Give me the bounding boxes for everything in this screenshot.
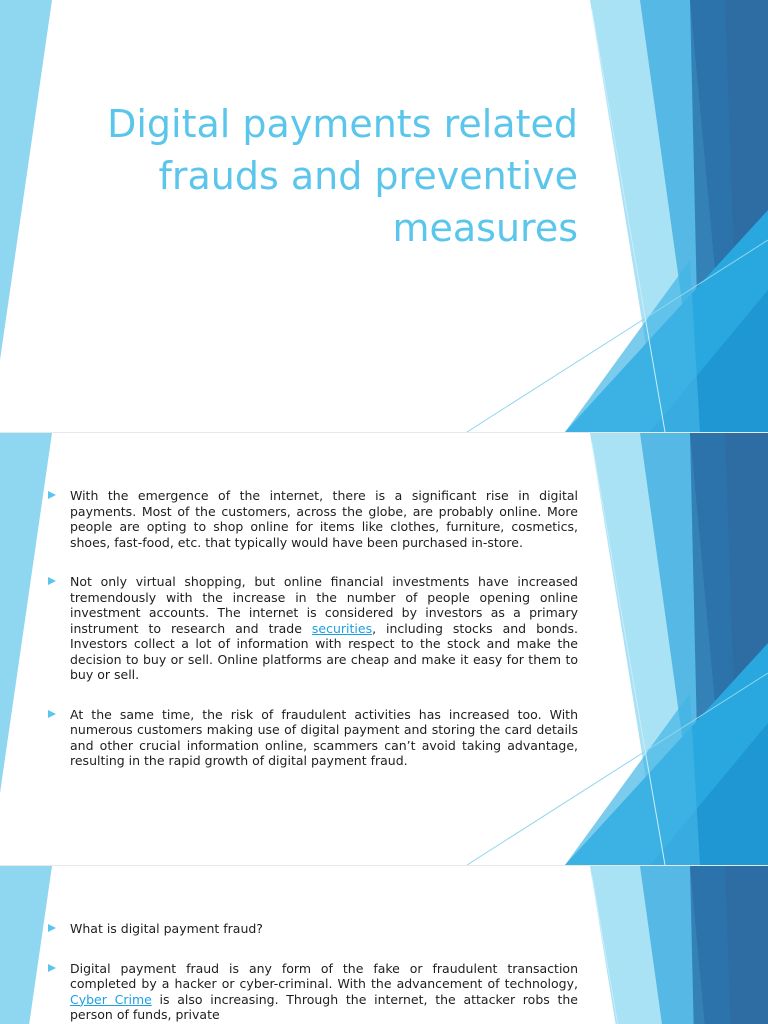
title-line-3: measures xyxy=(392,206,578,250)
bullet-arrow-icon xyxy=(48,577,56,585)
bullet-text: , including stocks and bonds. Investors collect a lot of information with respect to the stock and make the decision to buy or sell. Online platforms are cheap and make it easy for them to buy or sell. xyxy=(70,620,578,682)
bullet-arrow-icon xyxy=(48,491,56,499)
bullet-text: is also increasing. Through the internet, the attacker robs the person of funds, private xyxy=(70,991,578,1022)
title-line-1: Digital payments related xyxy=(107,102,578,146)
bullet-item xyxy=(48,707,578,769)
bullet-arrow-icon xyxy=(48,710,56,718)
content-slide-1 xyxy=(0,433,768,865)
bullet-arrow-icon xyxy=(48,964,56,972)
title-line-2: frauds and preventive xyxy=(158,154,578,198)
content-slide-2 xyxy=(0,866,768,1024)
bullet-item xyxy=(48,574,578,683)
bullet-list xyxy=(48,488,578,793)
bullet-list xyxy=(48,921,578,1024)
title-slide xyxy=(0,0,768,432)
bullet-item xyxy=(48,961,578,1023)
slide-title xyxy=(58,98,578,254)
bullet-text: Not only virtual shopping, but online financial investments have increased tremendously with the increase in the number of people opening online investment accounts. The internet is considered by investors as a primary instrument to research and trade xyxy=(70,574,578,636)
bullet-text: With the emergence of the internet, there is a significant rise in digital payments. Most of the customers, across the globe, are probably online. More people are opting to shop online for items like clothes, furniture, cosmetics, shoes, fast-food, etc. that typically would have been purchased in-store. xyxy=(70,488,578,550)
securities-link[interactable]: securities xyxy=(311,620,373,636)
cyber-crime-link[interactable]: Cyber Crime xyxy=(70,991,152,1007)
bullet-text: Digital payment fraud is any form of the fake or fraudulent transaction completed by a hacker or cyber-criminal. With the advancement of technology, xyxy=(70,960,578,991)
bullet-text: At the same time, the risk of fraudulent activities has increased too. With numerous customers making use of digital payment and storing the card details and other crucial information online, scammers can’t avoid taking advantage, resulting in the rapid growth of digital payment fraud. xyxy=(70,706,578,768)
bullet-item xyxy=(48,921,578,937)
bullet-item xyxy=(48,488,578,550)
bullet-text: What is digital payment fraud? xyxy=(70,921,263,936)
bullet-arrow-icon xyxy=(48,924,56,932)
